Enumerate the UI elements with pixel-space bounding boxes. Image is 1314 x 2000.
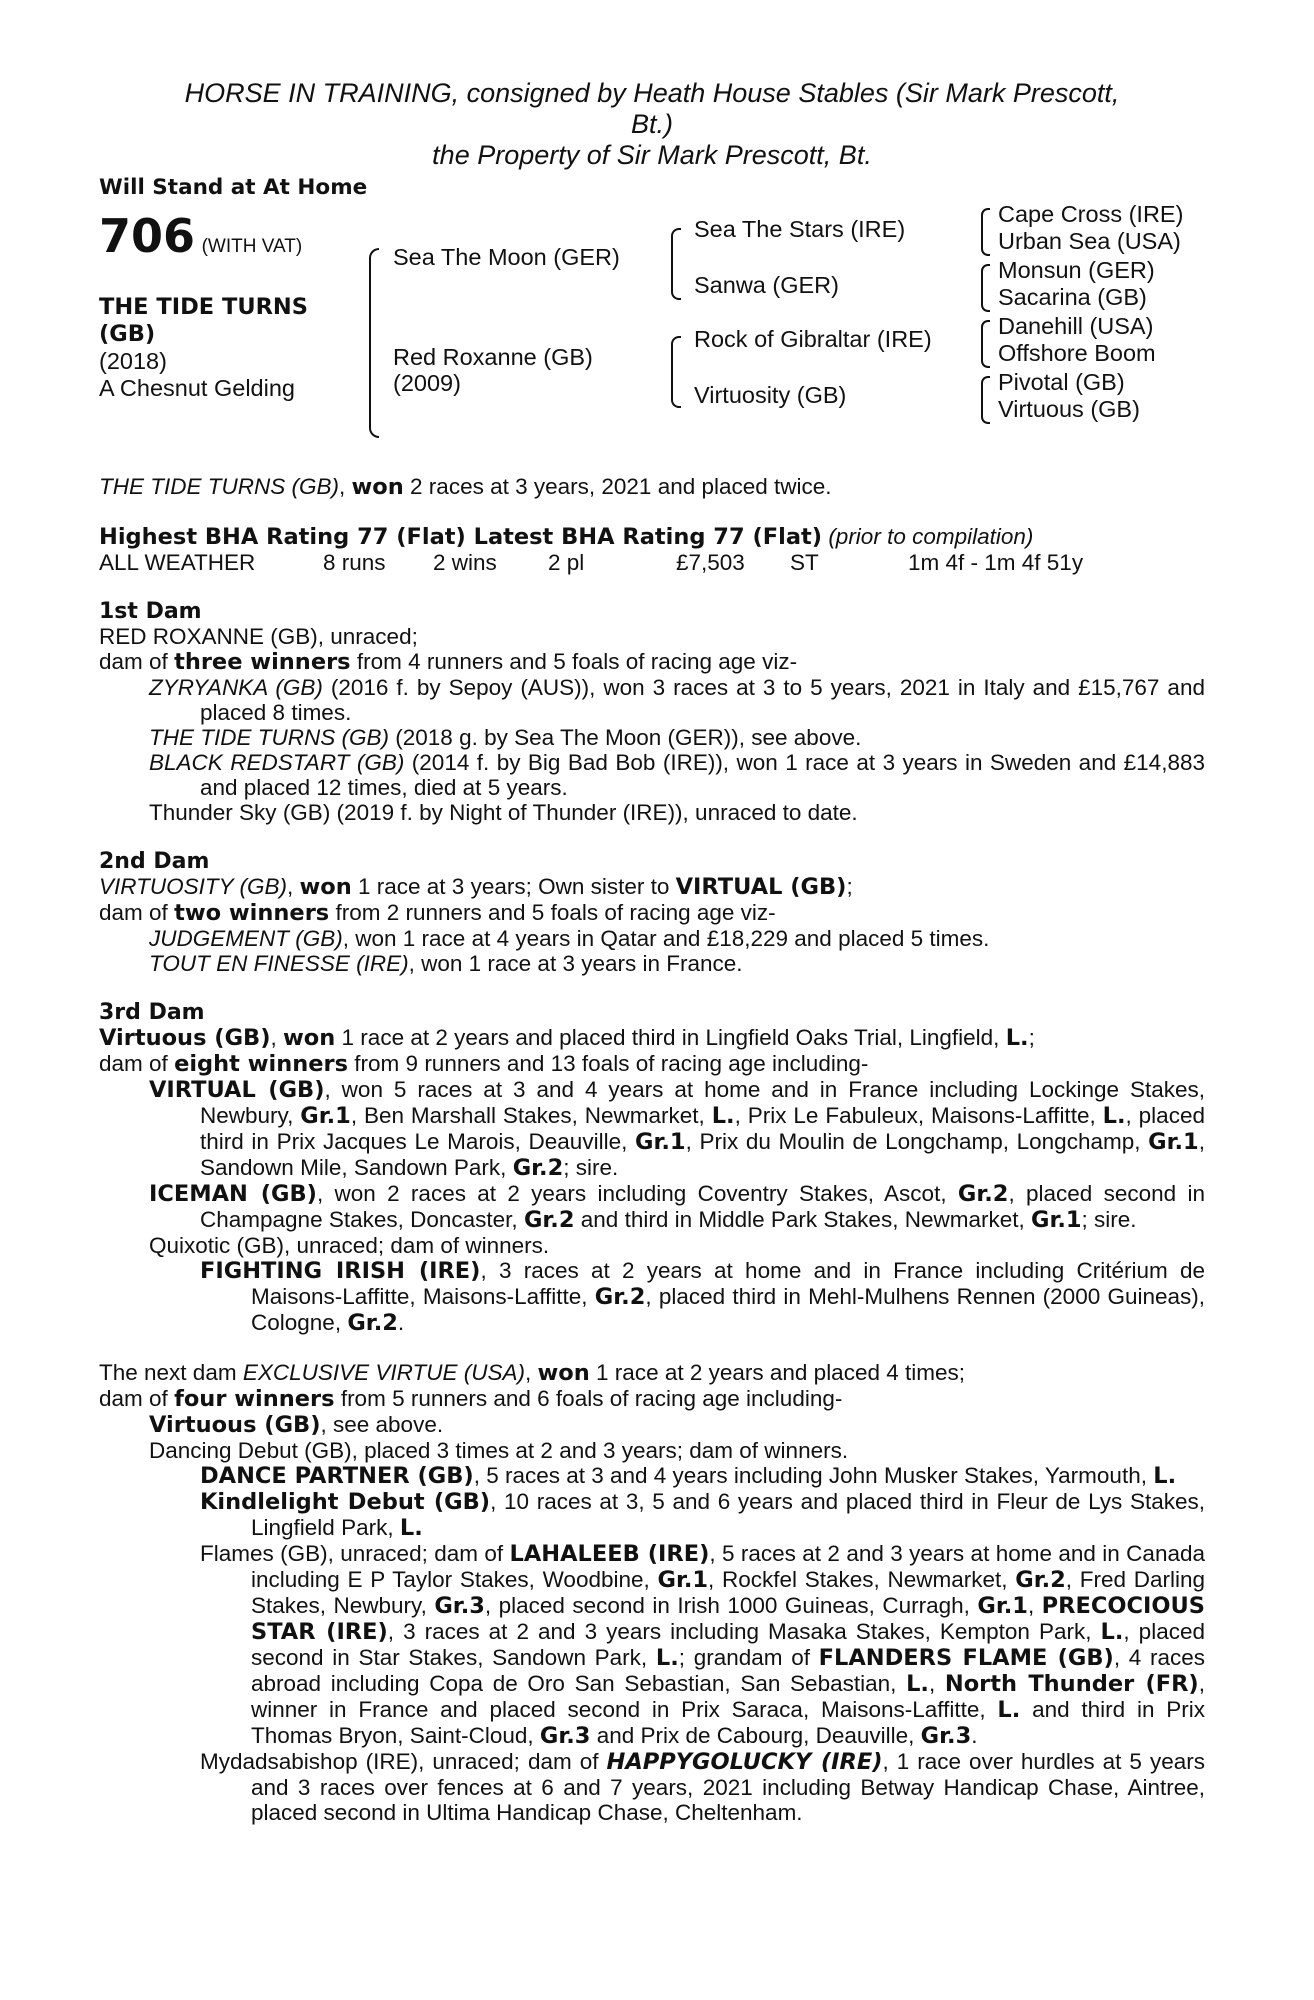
race-summary: THE TIDE TURNS (GB), won 2 races at 3 years, 2021 and placed twice.: [99, 474, 832, 500]
first-dam-line: RED ROXANNE (GB), unraced;: [99, 624, 418, 649]
produce-item: Virtuous (GB), see above.: [149, 1412, 444, 1438]
produce-item: DANCE PARTNER (GB), 5 races at 3 and 4 years including John Musker Stakes, Yarmouth, L.: [200, 1463, 1177, 1489]
produce-item: TOUT EN FINESSE (IRE), won 1 race at 3 years in France.: [149, 951, 743, 976]
produce-item: FIGHTING IRISH (IRE), 3 races at 2 years at home and in France including Critérium de Maisons-Laffitte, Maisons-Laffitte, Gr.2, placed third in Mehl-Mulhens Rennen (2000 Guineas), Cologne, Gr.2.: [200, 1258, 1205, 1336]
sire-brace: [671, 228, 681, 300]
granddam-3: Offshore Boom: [998, 340, 1156, 366]
grandsire-3: Danehill (USA): [998, 313, 1154, 339]
stat-distance: 1m 4f - 1m 4f 51y: [908, 550, 1084, 575]
stat-surface: ALL WEATHER: [99, 550, 256, 575]
summary-won: won: [351, 474, 404, 500]
first-dam-produce: dam of three winners from 4 runners and 5 foals of racing age viz-: [99, 649, 798, 675]
next-dam-line: The next dam EXCLUSIVE VIRTUE (USA), won 1 race at 2 years and placed 4 times;: [99, 1360, 966, 1386]
catalogue-page: [99, 78, 1205, 1825]
first-dam-section: [99, 599, 1205, 825]
g-brace-1: [981, 208, 990, 256]
granddam-1: Urban Sea (USA): [998, 228, 1181, 254]
third-dam-line: Virtuous (GB), won 1 race at 2 years and placed third in Lingfield Oaks Trial, Lingfield, L.;: [99, 1025, 1035, 1051]
summary-name: THE TIDE TURNS (GB): [99, 474, 339, 499]
stat-placed: 2 pl: [548, 550, 585, 575]
produce-item: ZYRYANKA (GB) (2016 f. by Sepoy (AUS)), won 3 races at 3 to 5 years, 2021 in Italy and £15,767 and placed 8 times.: [149, 675, 1205, 725]
lot-number-line: [99, 209, 303, 263]
second-dam-section: [99, 849, 1205, 976]
pedigree-brace: [369, 248, 379, 438]
header-line-2: Bt.): [630, 109, 673, 139]
rating-text: Highest BHA Rating 77 (Flat) Latest BHA Rating 77 (Flat): [99, 524, 823, 550]
produce-item: Kindlelight Debut (GB), 10 races at 3, 5 and 6 years and placed third in Fleur de Lys Stakes, Lingfield Park, L.: [200, 1489, 1206, 1541]
produce-item: VIRTUAL (GB), won 5 races at 3 and 4 years at home and in France including Lockinge Stakes, Newbury, Gr.1, Ben Marshall Stakes, Newmarket, L., Prix Le Fabuleux, Maisons-Laffitte, L., placed third in Prix Jacques Le Marois, Deauville, Gr.1, Prix du Moulin de Longchamp, Longchamp, Gr.1, Sandown Mile, Sandown Park, Gr.2; sire.: [149, 1077, 1205, 1181]
g-brace-4: [981, 376, 990, 424]
dam: Red Roxanne (GB): [393, 344, 593, 370]
third-dam-produce: dam of eight winners from 9 runners and 13 foals of racing age including-: [99, 1051, 869, 1077]
summary-text: 2 races at 3 years, 2021 and placed twice.: [410, 474, 832, 499]
horse-country: (GB): [99, 321, 156, 347]
dam-sire: Rock of Gibraltar (IRE): [694, 326, 932, 352]
produce-item: Quixotic (GB), unraced; dam of winners.: [149, 1233, 550, 1258]
next-dam-section: [99, 1360, 1205, 1825]
grandsire-4: Pivotal (GB): [998, 369, 1125, 395]
stand-location: Will Stand at At Home: [99, 175, 368, 200]
next-dam-produce: dam of four winners from 5 runners and 6 foals of racing age including-: [99, 1386, 843, 1412]
dam-year: (2009): [393, 370, 461, 396]
produce-item: THE TIDE TURNS (GB) (2018 g. by Sea The Moon (GER)), see above.: [149, 725, 862, 750]
second-dam-line: VIRTUOSITY (GB), won 1 race at 3 years; Own sister to VIRTUAL (GB);: [99, 874, 853, 900]
g-brace-3: [981, 320, 990, 368]
grandsire-2: Monsun (GER): [998, 257, 1155, 283]
stat-track: ST: [790, 550, 819, 575]
rating-stats: [99, 550, 1205, 575]
granddam-2: Sacarina (GB): [998, 284, 1147, 310]
sire: Sea The Moon (GER): [393, 244, 620, 270]
dam-brace: [671, 336, 681, 408]
sire-dam: Sanwa (GER): [694, 272, 839, 298]
pedigree-block: [99, 201, 1205, 466]
horse-name: THE TIDE TURNS: [99, 294, 308, 320]
stat-runs: 8 runs: [323, 550, 386, 575]
second-dam-heading: 2nd Dam: [99, 849, 210, 874]
granddam-4: Virtuous (GB): [998, 396, 1140, 422]
header-line-3: the Property of Sir Mark Prescott, Bt.: [432, 140, 872, 170]
produce-item: Flames (GB), unraced; dam of LAHALEEB (IRE), 5 races at 2 and 3 years at home and in Canada including E P Taylor Stakes, Woodbine, Gr.1, Rockfel Stakes, Newmarket, Gr.2, Fred Darling Stakes, Newbury, Gr.3, placed second in Irish 1000 Guineas, Curragh, Gr.1, PRECOCIOUS STAR (IRE), 3 races at 2 and 3 years including Masaka Stakes, Kempton Park, L., placed second in Star Stakes, Sandown Park, L.; grandam of FLANDERS FLAME (GB), 4 races abroad including Copa de Oro San Sebastian, San Sebastian, L., North Thunder (FR), winner in France and placed second in Prix Saraca, Maisons-Laffitte, L. and third in Prix Thomas Bryon, Saint-Cloud, Gr.3 and Prix de Cabourg, Deauville, Gr.3.: [200, 1541, 1206, 1749]
g-brace-2: [981, 264, 990, 312]
produce-item: ICEMAN (GB), won 2 races at 2 years including Coventry Stakes, Ascot, Gr.2, placed second in Champagne Stakes, Doncaster, Gr.2 and third in Middle Park Stakes, Newmarket, Gr.1; sire.: [149, 1181, 1205, 1233]
stat-prize: £7,503: [676, 550, 745, 575]
produce-item: Mydadsabishop (IRE), unraced; dam of HAPPYGOLUCKY (IRE), 1 race over hurdles at 5 years and 3 races over fences at 6 and 7 years, 2021 including Betway Handicap Chase, Aintree, placed second in Ultima Handicap Chase, Cheltenham.: [200, 1749, 1205, 1825]
grandsire-1: Cape Cross (IRE): [998, 201, 1184, 227]
vat-note: (WITH VAT): [201, 236, 303, 257]
dam-dam: Virtuosity (GB): [694, 382, 847, 408]
horse-year: (2018): [99, 348, 167, 374]
horse-description: A Chesnut Gelding: [99, 375, 295, 401]
lot-header: [99, 78, 1205, 171]
first-dam-heading: 1st Dam: [99, 599, 202, 624]
produce-item: Dancing Debut (GB), placed 3 times at 2 and 3 years; dam of winners.: [149, 1438, 849, 1463]
produce-item: Thunder Sky (GB) (2019 f. by Night of Thunder (IRE)), unraced to date.: [149, 800, 858, 825]
produce-item: JUDGEMENT (GB), won 1 race at 4 years in Qatar and £18,229 and placed 5 times.: [149, 926, 990, 951]
third-dam-heading: 3rd Dam: [99, 1000, 205, 1025]
lot-number: 706: [99, 209, 196, 263]
third-dam-section: [99, 1000, 1205, 1336]
second-dam-produce: dam of two winners from 2 runners and 5 foals of racing age viz-: [99, 900, 776, 926]
rating-block: [99, 524, 1205, 575]
sire-sire: Sea The Stars (IRE): [694, 216, 906, 242]
header-line-1: HORSE IN TRAINING, consigned by Heath House Stables (Sir Mark Prescott,: [184, 78, 1120, 108]
stat-wins: 2 wins: [433, 550, 497, 575]
horse-info: [99, 294, 349, 402]
produce-item: BLACK REDSTART (GB) (2014 f. by Big Bad Bob (IRE)), won 1 race at 3 years in Sweden and £14,883 and placed 12 times, died at 5 years.: [149, 750, 1205, 800]
rating-note: (prior to compilation): [828, 524, 1034, 549]
